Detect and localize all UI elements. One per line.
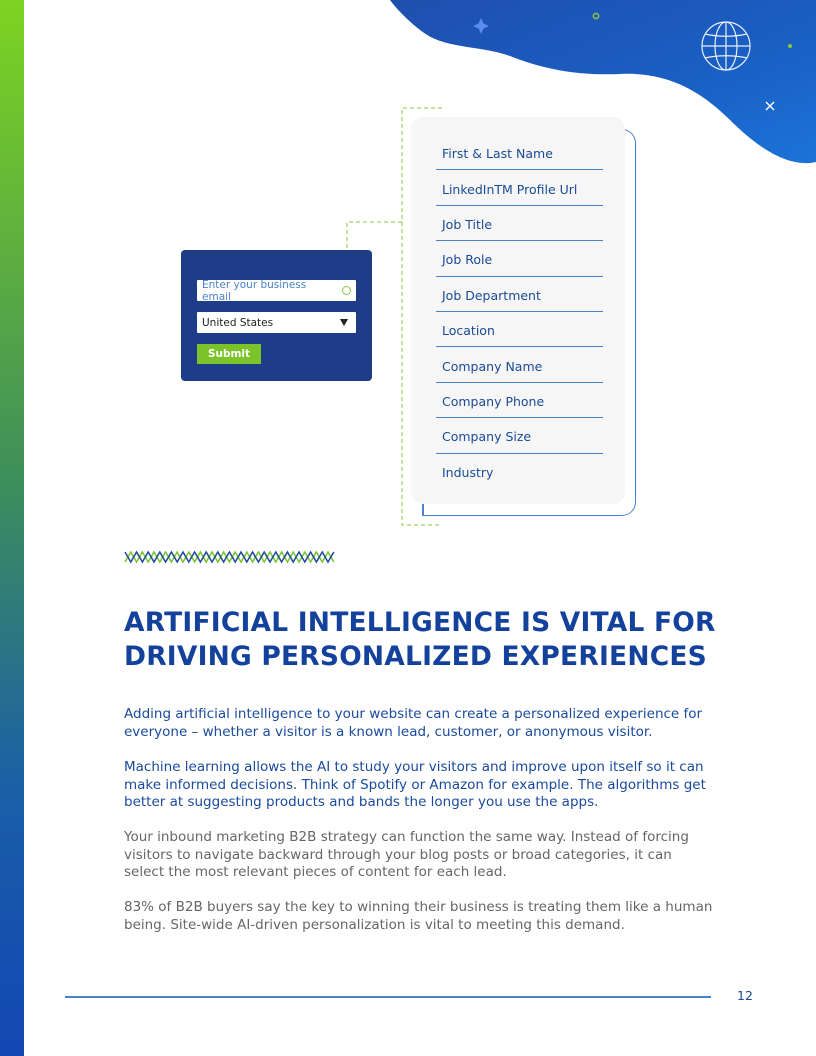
country-select[interactable] <box>197 312 356 333</box>
field-item: Company Phone <box>436 383 603 418</box>
email-input[interactable] <box>197 280 356 301</box>
small-green-dot <box>788 44 792 48</box>
body-paragraph: Machine learning allows the AI to study your visitors and improve upon itself so it can make informed decisions. Think of Spotify or Amazon for example. The algorithms get better at suggesting products and bands the longer you use the apps. <box>124 759 706 811</box>
left-gradient-bar <box>0 0 24 1056</box>
field-item: Company Name <box>436 347 603 382</box>
field-item: Company Size <box>436 418 603 453</box>
page-number: 12 <box>737 988 753 1003</box>
email-status-icon <box>342 286 351 295</box>
field-item: Job Department <box>436 277 603 312</box>
field-item: Location <box>436 312 603 347</box>
field-item: Industry <box>442 465 494 481</box>
field-item: Job Role <box>436 241 603 276</box>
field-item: Job Title <box>436 206 603 241</box>
zigzag-divider <box>123 549 337 565</box>
page-title <box>124 606 744 674</box>
title-line-1: ARTIFICIAL INTELLIGENCE IS VITAL FOR <box>124 607 716 638</box>
body-paragraph: 83% of B2B buyers say the key to winning their business is treating them like a human being. Site-wide AI-driven personalization is vital to meeting this demand. <box>124 899 713 933</box>
submit-button[interactable]: Submit <box>197 344 261 364</box>
field-item: LinkedInTM Profile Url <box>436 170 603 205</box>
enriched-fields-card <box>411 117 625 504</box>
footer-divider <box>65 996 711 998</box>
globe-icon <box>702 22 750 70</box>
field-item: First & Last Name <box>436 135 603 170</box>
country-value: United States <box>202 316 274 329</box>
lead-capture-form <box>181 250 372 381</box>
field-list <box>436 135 603 489</box>
body-paragraph: Adding artificial intelligence to your website can create a personalized experience for everyone – whether a visitor is a known lead, customer, or anonymous visitor. <box>124 706 703 740</box>
title-line-2: DRIVING PERSONALIZED EXPERIENCES <box>124 641 707 672</box>
dropdown-arrow-icon <box>340 319 348 326</box>
email-placeholder: Enter your business email <box>202 278 307 303</box>
body-paragraph: Your inbound marketing B2B strategy can function the same way. Instead of forcing visitors to navigate backward through your blog posts or broad categories, it can select the most relevant pieces of content for each lead. <box>124 829 689 881</box>
